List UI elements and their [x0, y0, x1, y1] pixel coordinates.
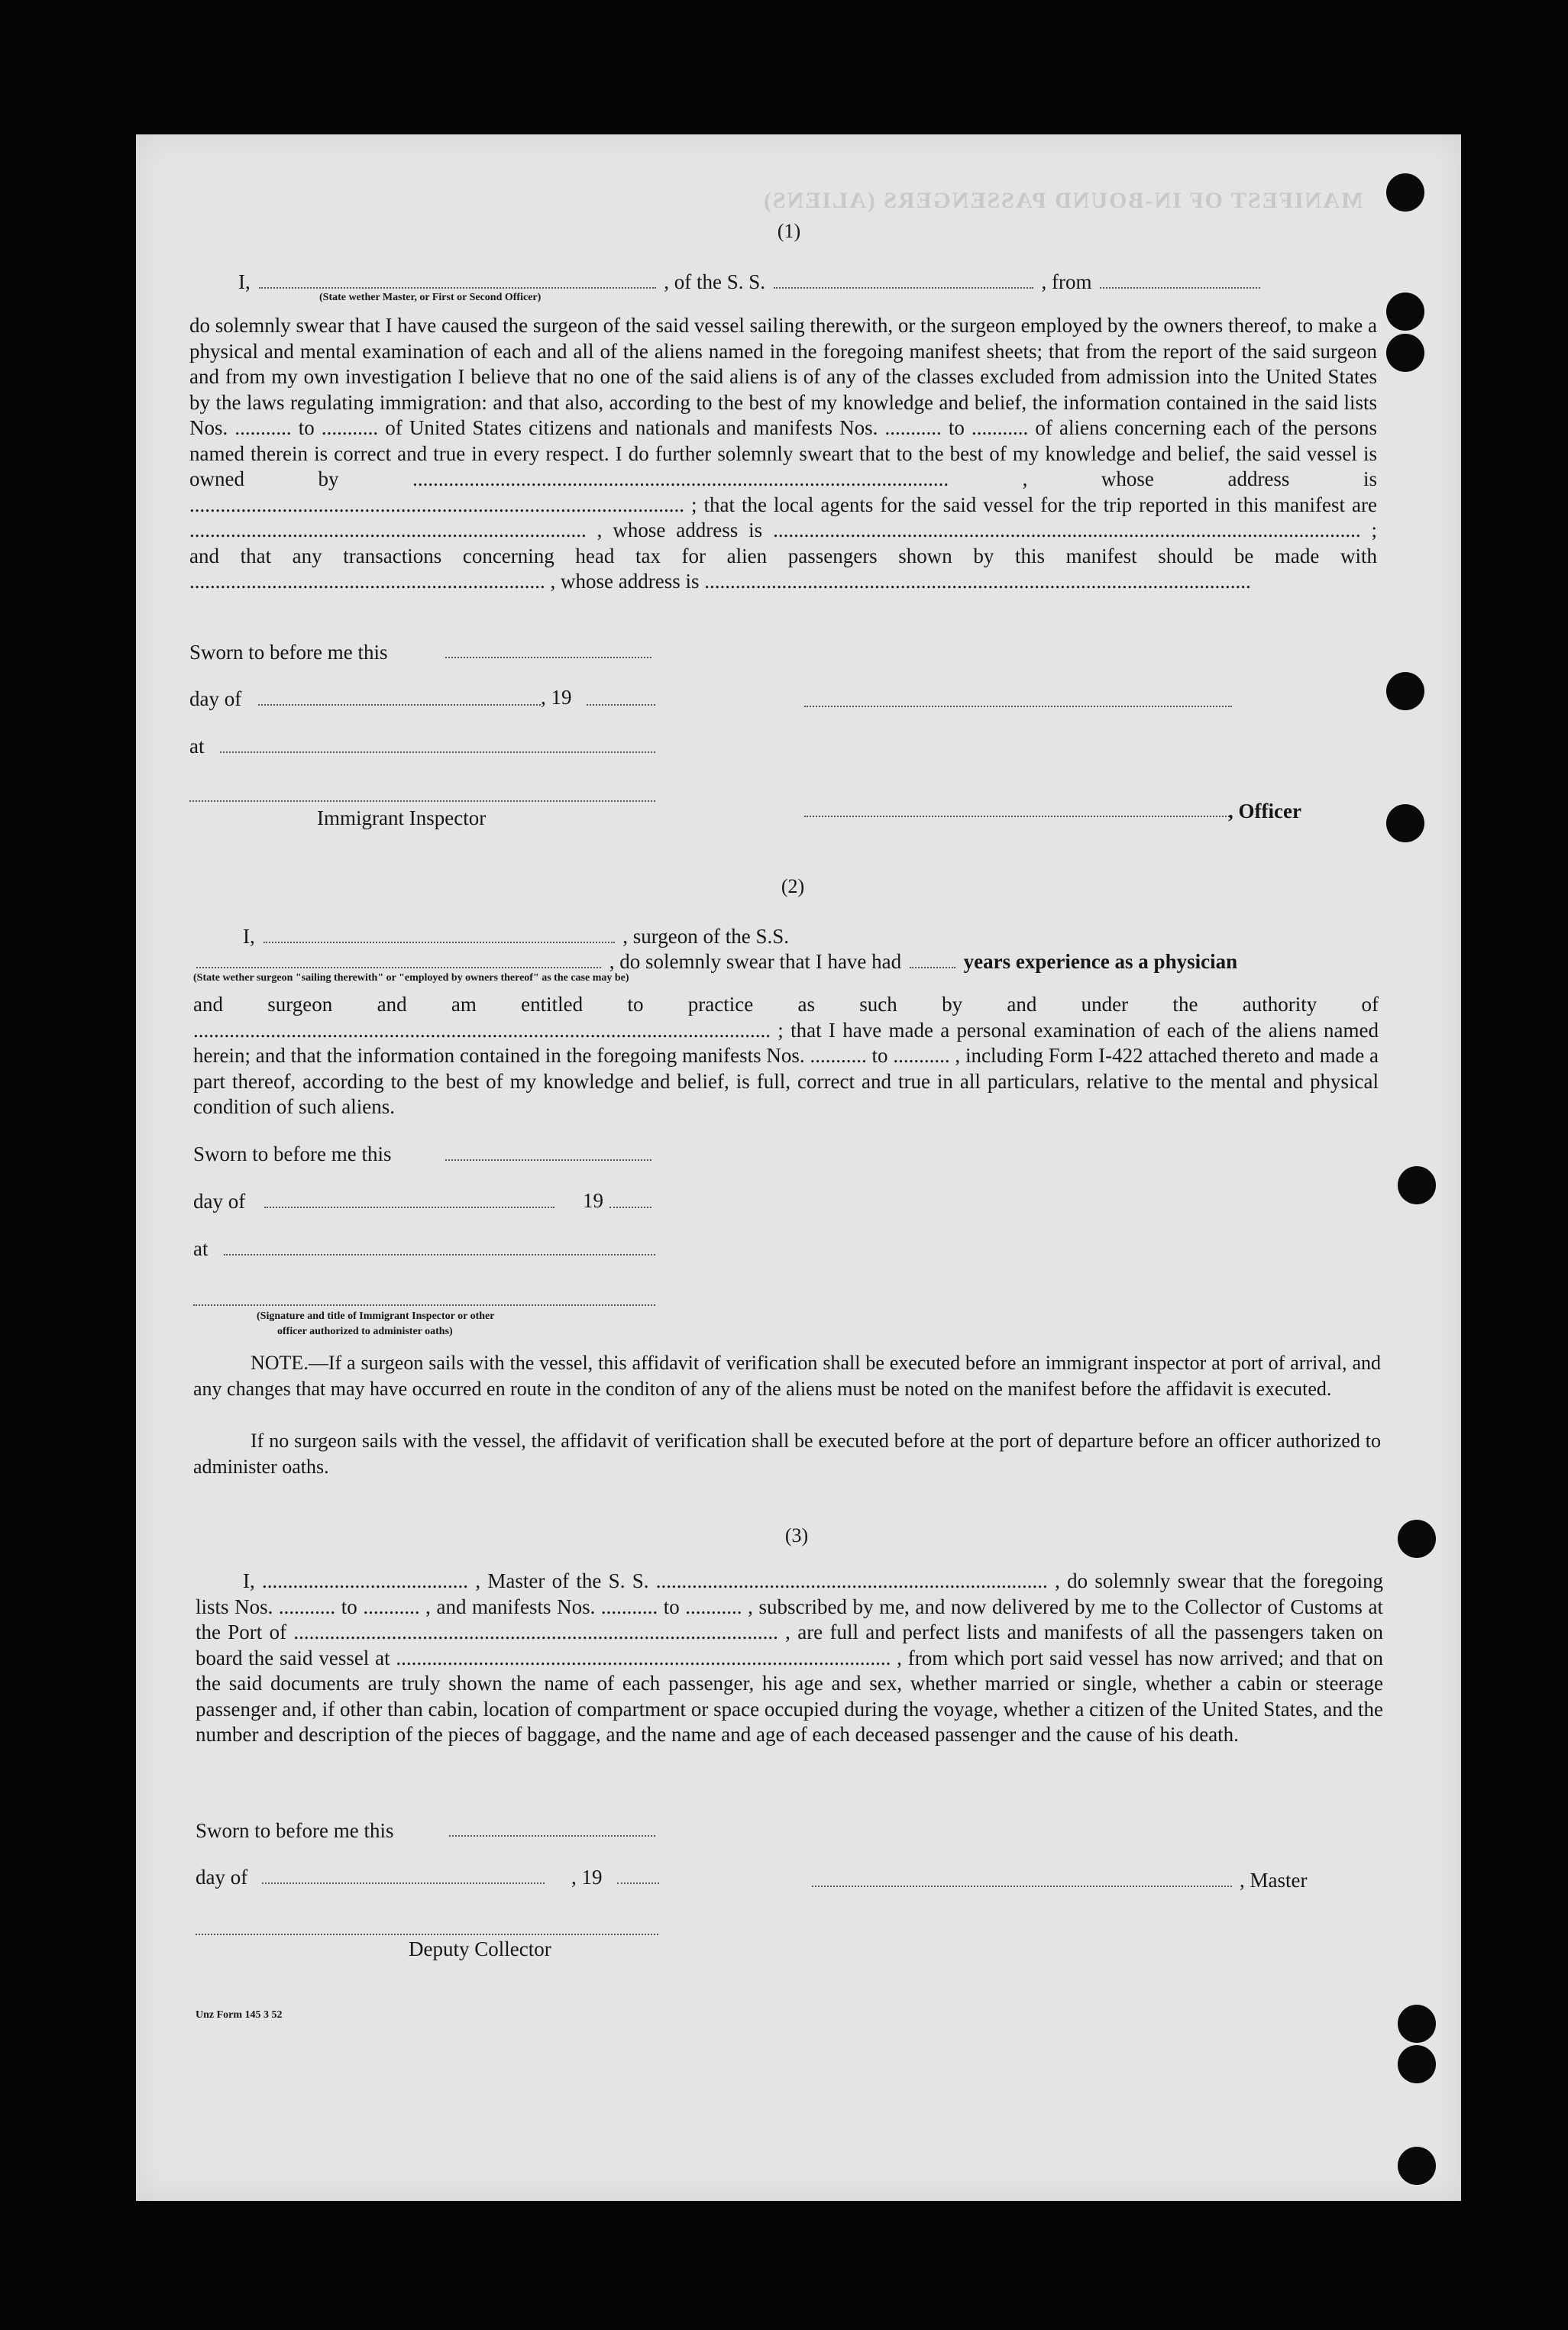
form-number: Unz Form 145 3 52 [196, 2009, 283, 2021]
port-from-field[interactable] [1100, 269, 1260, 289]
day-of-field-3[interactable] [262, 1881, 545, 1884]
sworn-date-field-2[interactable] [445, 1158, 651, 1161]
day-of-label-3: day of [196, 1866, 248, 1889]
year-label-3: , 19 [571, 1866, 603, 1889]
deputy-collector-label: Deputy Collector [409, 1937, 551, 1960]
vessel-name-field[interactable] [774, 269, 1033, 289]
year-field-1[interactable] [587, 703, 655, 706]
at-field-2[interactable] [224, 1252, 655, 1255]
from-label: , from [1041, 270, 1092, 293]
year-field-2[interactable] [609, 1205, 651, 1208]
i-label: I, [238, 270, 251, 293]
officer-note: (State wether Master, or First or Second Officer) [319, 292, 542, 303]
day-of-field-1[interactable] [258, 703, 541, 706]
affidavit-1-first-line [238, 269, 1263, 295]
of-ss-label: , of the S. S. [664, 270, 766, 293]
officer-label: , Officer [1228, 800, 1301, 822]
surgeon-of-label: , surgeon of the S.S. [622, 925, 790, 948]
binder-hole-7 [1398, 1520, 1436, 1558]
affidavit-1-number: (1) [777, 220, 801, 242]
signature-note-1: (Signature and title of Immigrant Inspector or other [257, 1310, 495, 1322]
year-label-2: 19 [583, 1189, 603, 1212]
binder-hole-2 [1386, 292, 1424, 331]
binder-hole-6 [1398, 1166, 1436, 1204]
surgeon-name-field[interactable] [263, 923, 615, 943]
sworn-label-3: Sworn to before me this [196, 1819, 394, 1842]
affidavit-1-paragraph: do solemnly swear that I have caused the surgeon of the said vessel sailing therewith, or the surgeon employed by the owners thereof, to make a physical and mental examination of each and all of the aliens named in the foregoing manifest sheets; that from the report of the said surgeon and from my own investigation I believe that no one of the said aliens is of any of the classes excluded from admission into the United States by the laws regulating immigration: and that also, according to the best of my knowledge and belief, the information contained in the said lists Nos. ........... to ........... of United States citizens and nationals and manifests Nos. ........... to ........... of aliens concerning each of the persons named therein is correct and true in every respect. I do further solemnly sweart that to the best of my knowledge and belief, the said vessel is owned by ........................................................................................................ , whose address is ................................................................................................ ; that the local agents for the said vessel for the trip reported in this manifest are ............................................................................. , whose address is .................................................................................................................. ; and that any transactions concerning head tax for alien passengers shown by this manifest should be made with ..................................................................... , whose address is .......................................................................................................... [189, 314, 1377, 593]
day-of-field-2[interactable] [264, 1205, 554, 1208]
years-field[interactable] [910, 948, 955, 968]
year-field-3[interactable] [617, 1881, 659, 1884]
binder-hole-5 [1386, 804, 1424, 842]
affidavit-2-paragraph: and surgeon and am entitled to practice as such by and under the authority of ................................................................................................................ ; that I have made a personal examination of each of the aliens named herein; and that the information contained in the foregoing manifests Nos. ........... to ........... , including Form I-422 attached thereto and made a part thereof, according to the best of my knowledge and belief, is full, correct and true in all particulars, relative to the mental and physical condition of such aliens. [193, 993, 1379, 1118]
binder-hole-4 [1386, 672, 1424, 710]
document-page [136, 134, 1461, 2201]
note-paragraph-2: If no surgeon sails with the vessel, the affidavit of verification shall be executed before at the port of departure before an officer authorized to administer oaths. [193, 1430, 1381, 1478]
immigrant-inspector-label: Immigrant Inspector [317, 806, 487, 829]
signature-note-2: officer authorized to administer oaths) [277, 1326, 453, 1337]
binder-hole-9 [1398, 2045, 1436, 2083]
years-label: years experience as a physician [963, 950, 1238, 973]
officer-name-field[interactable] [259, 269, 656, 289]
affidavit-3-paragraph: I, ........................................ , Master of the S. S. ............................................................................ , do solemnly swear that the foregoing lists Nos. ........... to ........... , and manifests Nos. ........... to ........... , subscribed by me, and now delivered by me to the Collector of Customs at the Port of .............................................................................................. , are full and perfect lists and manifests of all the passengers taken on board the said vessel at ................................................................................................ , from which port said vessel has now arrived; and that on the said documents are truly shown the name of each passenger, his age and sex, whether married or single, whether a cabin or steerage passenger and, if other than cabin, location of compartment or space occupied during the voyage, whether a citizen of the United States, and the number and description of the pieces of baggage, and the name and age of each deceased passenger and the cause of his death. [196, 1569, 1383, 1746]
affidavit-2-first-line [243, 923, 800, 949]
day-of-label-1: day of [189, 687, 242, 710]
sworn-label-2: Sworn to before me this [193, 1142, 392, 1165]
bleed-through-text: MANIFEST OF IN-BOUND PASSENGERS (ALIENS) [762, 188, 1363, 213]
master-label: , Master [1240, 1869, 1308, 1892]
binder-hole-3 [1386, 334, 1424, 372]
at-label-2: at [193, 1237, 209, 1260]
binder-hole-10 [1398, 2147, 1436, 2185]
year-label-1: , 19 [541, 686, 572, 709]
binder-hole-1 [1386, 173, 1424, 212]
day-of-label-2: day of [193, 1190, 246, 1213]
officer-signature-line[interactable] [804, 814, 1232, 817]
at-label-1: at [189, 735, 205, 758]
officer-date-line[interactable] [804, 704, 1232, 707]
sworn-date-field-3[interactable] [449, 1834, 655, 1837]
affidavit-2-number: (2) [781, 875, 805, 897]
at-field-1[interactable] [220, 750, 655, 753]
sworn-label-1: Sworn to before me this [189, 641, 388, 664]
affidavit-3-number: (3) [784, 1524, 809, 1546]
collector-signature-line[interactable] [196, 1932, 658, 1935]
i-label-2: I, [243, 925, 255, 948]
inspector-signature-line-2[interactable] [193, 1303, 655, 1306]
swear-label: , do solemnly swear that I have had [609, 950, 902, 973]
master-signature-line[interactable] [812, 1884, 1232, 1887]
binder-hole-8 [1398, 2005, 1436, 2043]
sworn-date-field-1[interactable] [445, 655, 651, 658]
inspector-signature-line[interactable] [189, 799, 655, 802]
surgeon-note: (State wether surgeon "sailing therewith" or "employed by owners thereof" as the case may be) [193, 972, 629, 984]
surgeon-type-field[interactable] [196, 948, 601, 968]
affidavit-2-second-line [193, 948, 1237, 974]
note-paragraph-1: NOTE.—If a surgeon sails with the vessel, this affidavit of verification shall be executed before an immigrant inspector at port of arrival, and any changes that may have occurred en route in the conditon of any of the aliens must be noted on the manifest before the affidavit is executed. [193, 1352, 1381, 1400]
